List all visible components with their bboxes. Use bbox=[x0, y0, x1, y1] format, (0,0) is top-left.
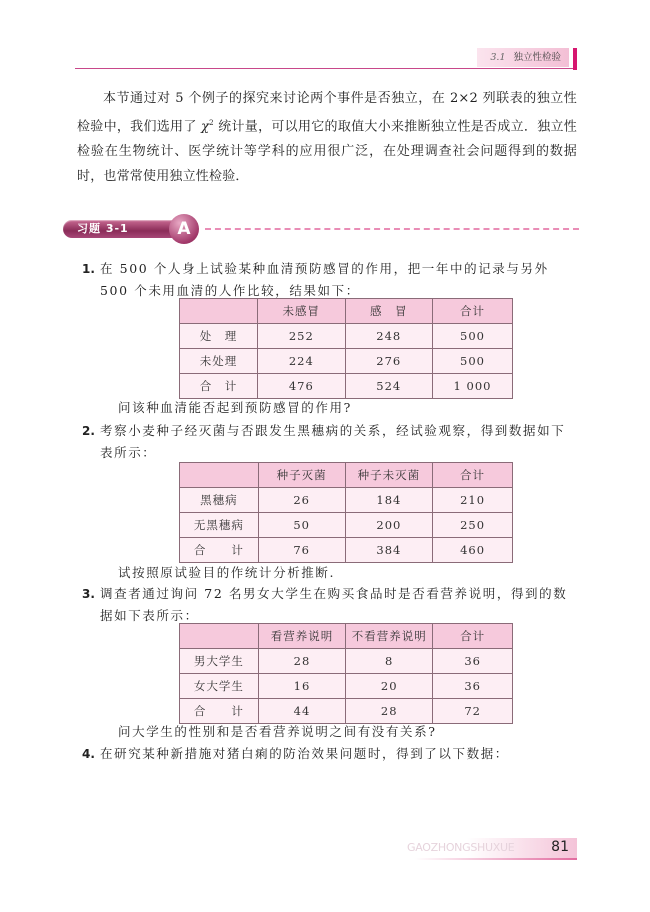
table-cell: 224 bbox=[258, 349, 345, 374]
footer-brand: GAOZHONGSHUXUE bbox=[407, 841, 515, 854]
table-cell: 44 bbox=[258, 699, 345, 724]
problem-number: 4. bbox=[82, 747, 95, 761]
table-cell: 合 计 bbox=[180, 374, 258, 399]
table-problem-1 bbox=[179, 298, 513, 399]
level-badge: A bbox=[169, 214, 199, 244]
chi-symbol: χ bbox=[201, 119, 210, 135]
footer-rule bbox=[415, 858, 577, 860]
section-number: 3.1 bbox=[490, 52, 506, 63]
table-row bbox=[180, 349, 513, 374]
problem-1 bbox=[82, 258, 578, 302]
table-cell: 384 bbox=[345, 538, 432, 563]
problem-text: 考察小麦种子经灭菌与否跟发生黑穗病的关系，经试验观察，得到数据如下表所示： bbox=[100, 423, 566, 460]
problem-number: 1. bbox=[82, 262, 95, 276]
table-cell: 250 bbox=[433, 513, 513, 538]
table-cell: 女大学生 bbox=[180, 674, 259, 699]
table-cell: 无黑穗病 bbox=[180, 513, 259, 538]
table-cell: 28 bbox=[346, 699, 433, 724]
table-problem-2 bbox=[179, 462, 513, 563]
table-row bbox=[180, 488, 513, 513]
problem-4 bbox=[82, 743, 578, 765]
table-cell: 36 bbox=[433, 674, 513, 699]
problem-text: 在研究某种新措施对猪白痢的防治效果问题时，得到了以下数据： bbox=[100, 746, 509, 761]
running-header bbox=[75, 48, 577, 69]
table-header-cell bbox=[180, 299, 258, 324]
table-cell: 男大学生 bbox=[180, 649, 259, 674]
page-footer bbox=[395, 838, 577, 862]
header-accent-bar bbox=[573, 48, 577, 70]
chi-exponent: 2 bbox=[209, 119, 214, 127]
table-cell: 合 计 bbox=[180, 699, 259, 724]
table-cell: 合 计 bbox=[180, 538, 259, 563]
table-cell: 210 bbox=[433, 488, 513, 513]
table-row bbox=[180, 538, 513, 563]
table-cell: 50 bbox=[258, 513, 345, 538]
table-cell: 460 bbox=[433, 538, 513, 563]
table-cell: 黑穗病 bbox=[180, 488, 259, 513]
table-cell: 28 bbox=[258, 649, 345, 674]
table-header-cell: 看营养说明 bbox=[258, 624, 345, 649]
section-tab bbox=[477, 48, 569, 67]
table-cell: 500 bbox=[433, 349, 513, 374]
table-cell: 76 bbox=[258, 538, 345, 563]
table-header-row bbox=[180, 463, 513, 488]
problem-2 bbox=[82, 420, 578, 464]
problem-number: 3. bbox=[82, 587, 95, 601]
table-cell: 20 bbox=[346, 674, 433, 699]
table-header-cell: 合计 bbox=[433, 624, 513, 649]
table-problem-3 bbox=[179, 623, 513, 724]
table-cell: 524 bbox=[345, 374, 433, 399]
table-cell: 1 000 bbox=[433, 374, 513, 399]
table-cell: 8 bbox=[346, 649, 433, 674]
problem-2-question: 试按照原试验目的作统计分析推断. bbox=[118, 565, 336, 580]
table-cell: 未处理 bbox=[180, 349, 258, 374]
intro-text-1: 本节通过对 5 个例子的探究来讨论两个事件是否独立，在 2×2 列联表的独立性检验中，我们选用了 bbox=[77, 91, 577, 135]
table-cell: 处 理 bbox=[180, 324, 258, 349]
problem-3 bbox=[82, 583, 578, 627]
table-cell: 72 bbox=[433, 699, 513, 724]
table-cell: 500 bbox=[433, 324, 513, 349]
table-header-cell: 合计 bbox=[433, 299, 513, 324]
table-cell: 248 bbox=[345, 324, 433, 349]
table-header-cell bbox=[180, 624, 259, 649]
table-cell: 36 bbox=[433, 649, 513, 674]
exercise-label: 习题 3-1 bbox=[63, 220, 183, 238]
table-header-cell: 种子灭菌 bbox=[258, 463, 345, 488]
table-cell: 16 bbox=[258, 674, 345, 699]
table-cell: 184 bbox=[345, 488, 432, 513]
intro-paragraph bbox=[77, 86, 577, 189]
table-header-row bbox=[180, 624, 513, 649]
table-header-cell: 未感冒 bbox=[258, 299, 345, 324]
table-row bbox=[180, 324, 513, 349]
table-header-cell bbox=[180, 463, 259, 488]
table-header-cell: 不看营养说明 bbox=[346, 624, 433, 649]
table-header-cell: 感 冒 bbox=[345, 299, 433, 324]
table-row bbox=[180, 513, 513, 538]
table-cell: 476 bbox=[258, 374, 345, 399]
intro-text-2: 统计量，可以用它的取值大小来推断独立性是否成立．独立性检验在生物统计、医学统计等学科的应用很广泛，在处理调查社会问题得到的数据时，也常常使用独立性检验． bbox=[77, 119, 578, 185]
table-row bbox=[180, 374, 513, 399]
table-row bbox=[180, 649, 513, 674]
table-row bbox=[180, 699, 513, 724]
page-number: 81 bbox=[551, 839, 569, 855]
problem-3-question: 问大学生的性别和是否看营养说明之间有没有关系? bbox=[118, 724, 437, 739]
table-cell: 200 bbox=[345, 513, 432, 538]
dashed-divider bbox=[205, 228, 579, 230]
table-header-cell: 合计 bbox=[433, 463, 513, 488]
problem-text: 调查者通过询问 72 名男女大学生在购买食品时是否看营养说明，得到的数据如下表所示： bbox=[100, 586, 568, 623]
table-header-row bbox=[180, 299, 513, 324]
problem-number: 2. bbox=[82, 424, 95, 438]
exercise-banner bbox=[63, 214, 583, 244]
problem-text: 在 500 个人身上试验某种血清预防感冒的作用，把一年中的记录与另外 500 个未用血清的人作比较，结果如下： bbox=[100, 261, 549, 298]
section-title: 独立性检验 bbox=[513, 52, 561, 63]
table-cell: 26 bbox=[258, 488, 345, 513]
problem-1-question: 问该种血清能否起到预防感冒的作用? bbox=[118, 400, 352, 415]
table-cell: 276 bbox=[345, 349, 433, 374]
table-header-cell: 种子未灭菌 bbox=[345, 463, 432, 488]
table-cell: 252 bbox=[258, 324, 345, 349]
table-row bbox=[180, 674, 513, 699]
